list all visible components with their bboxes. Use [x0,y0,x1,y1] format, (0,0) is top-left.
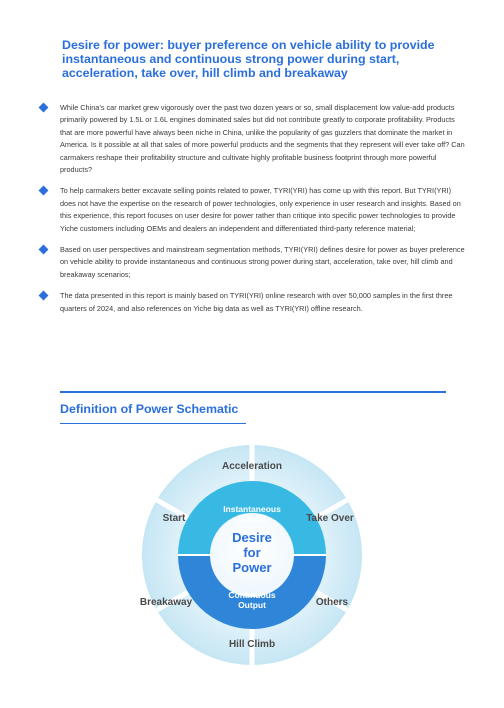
outer-label-start: Start [162,513,186,524]
center-label-line-2: for [243,545,261,560]
outer-label-others: Others [315,597,349,608]
instantaneous-label-line-1: Instantaneous [223,504,281,514]
center-label-line-3: Power [232,560,272,575]
center-label-line-1: Desire [232,530,272,545]
section-title: Definition of Power Schematic [60,402,239,416]
diamond-bullet-icon [39,245,49,255]
continuous-label-line-2: Output [238,600,266,610]
bullet-text: The data presented in this report is mainly based on TYRI(YRI) online research with over 50,000 samples in the first three quarters of 2024, and also references on Yiche big data as well as TYRI(YRI) offline research. [60,291,453,313]
bullet-item [38,290,468,315]
diamond-bullet-icon [39,291,49,301]
outer-label-hill-climb: Hill Climb [228,639,276,650]
power-schematic [140,443,364,667]
outer-label-take-over: Take Over [306,513,354,524]
bullet-item [38,244,468,281]
bullet-text: To help carmakers better excavate selling points related to power, TYRI(YRI) has come up with this report. But TYRI(YRI) does not have the expertise on the research of power technologies, only experience in user research and insights. Based on this experience, this report focuses on user desire for power rather than critique into specific power technologies to provide Yiche customers including OEMs and dealers an independent and differentiated third-party reference material; [60,186,461,233]
page-title: Desire for power: buyer preference on vehicle ability to provide instantaneous and continuous strong power during start, acceleration, take over, hill climb and breakaway [62,38,435,80]
power-schematic-diagram [140,443,364,667]
outer-label-acceleration: Acceleration [221,461,283,472]
diamond-bullet-icon [39,103,49,113]
section-title-underline [60,423,246,424]
bullet-list [38,102,468,324]
bullet-item [38,102,468,176]
continuous-label-line-1: Continuous [228,590,276,600]
outer-label-breakaway: Breakaway [140,597,193,608]
bullet-item [38,185,468,235]
instantaneous-label-line-2: Output [238,514,266,524]
section-divider [60,391,446,393]
bullet-text: While China’s car market grew vigorously over the past two dozen years or so, small displacement low value-add products primarily powered by 1.5L or 1.6L engines dominated sales but did not contribute greatly to corporate profitability. Products that are more powerful have always been niche in China, unlike the popularity of gas guzzlers that dominate the market in America. Is it possible at all that sales of more powerful products and the segments that they represent will ever take off? Can carmakers reshape their profitability structure and cultivate highly profitable business footprint through more powerful products? [60,103,465,175]
bullet-text: Based on user perspectives and mainstream segmentation methods, TYRI(YRI) defines desire for power as buyer preference on vehicle ability to provide instantaneous and continuous strong power during start, acceleration, take over, hill climb and breakaway scenarios; [60,245,465,279]
diamond-bullet-icon [39,186,49,196]
